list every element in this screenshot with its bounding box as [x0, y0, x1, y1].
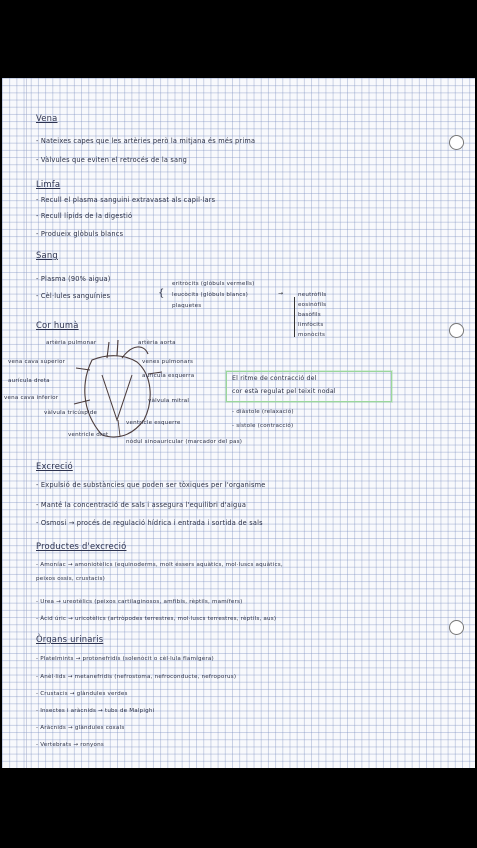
organs-line-2: - Anèl·lids → metanefridis (nefrostoma, nefroconducte, nefroporus): [36, 674, 237, 680]
leucocit-2: eosinòfils: [298, 302, 327, 308]
sang-plasma: - Plasma (90% aigua): [36, 275, 111, 283]
limfa-line-2: - Recull lípids de la digestió: [36, 212, 133, 220]
organs-line-6: - Vertebrats → ronyons: [36, 742, 104, 748]
organs-line-4: - Insectes i aràcnids → tubs de Malpighi: [36, 708, 155, 714]
brace: {: [158, 288, 165, 299]
sang-cell-1: eritròcits (glòbuls vermells): [172, 281, 255, 287]
box-line-1: El ritme de contracció del: [232, 375, 317, 382]
productes-line-1: - Amoníac → amoniotèlics (equinoderms, molt éssers aquàtics, mol·luscs aquàtics,: [36, 562, 283, 568]
excrecio-line-2: - Manté la concentració de sals i assegura l'equilibri d'aigua: [36, 501, 247, 509]
sang-cells-label: - Cèl·lules sanguínies: [36, 292, 111, 300]
heading-productes: Productes d'excreció: [36, 541, 127, 551]
sistole-line: - sístole (contracció): [232, 423, 294, 429]
arrow-icon: →: [278, 290, 284, 297]
label-arteria-pulmonar: artèria pulmonar: [46, 340, 97, 346]
label-nodul: nòdul sinoauricular (marcador del pas): [126, 439, 243, 445]
leucocit-5: monòcits: [298, 332, 326, 338]
punch-hole-bottom: [449, 620, 464, 635]
label-ventricle-dret: ventricle dret: [68, 432, 109, 438]
box-line-2: cor està regulat pel teixit nodal: [232, 388, 336, 395]
label-ventricle-esquerre: ventricle esquerre: [126, 420, 181, 426]
heading-sang: Sang: [36, 250, 58, 260]
notebook-page: [2, 78, 475, 768]
sang-cell-3: plaquetes: [172, 303, 202, 309]
heading-limfa: Limfa: [36, 179, 61, 189]
label-vena-cava-superior: vena cava superior: [8, 359, 66, 365]
vena-line-2: - Vàlvules que eviten el retrocés de la sang: [36, 156, 188, 164]
leucocit-4: limfòcits: [298, 322, 324, 328]
label-auricula-dreta: aurícula dreta: [8, 378, 50, 384]
heading-organs: Òrgans urinaris: [36, 634, 104, 644]
organs-line-5: - Aràcnids → glàndules coxals: [36, 725, 125, 731]
heading-excrecio: Excreció: [36, 461, 73, 471]
diastole-line: - diàstole (relaxació): [232, 409, 294, 415]
label-valvula-tricuspide: vàlvula tricúspide: [44, 410, 98, 416]
punch-hole-middle: [449, 323, 464, 338]
excrecio-line-3: - Osmosi → procés de regulació hídrica i entrada i sortida de sals: [36, 519, 263, 527]
label-venes-pulmonars: venes pulmonars: [142, 359, 194, 365]
productes-line-2: peixos ossis, crustacis): [36, 576, 106, 582]
limfa-line-3: - Produeix glòbuls blancs: [36, 230, 124, 238]
productes-line-4: - Àcid úric → uricotèlics (artròpodes terrestres, mol·luscs terrestres, rèptils, aus): [36, 616, 277, 622]
label-vena-cava-inferior: vena cava inferior: [4, 395, 59, 401]
heading-vena: Vena: [36, 113, 58, 123]
margin-line: [26, 78, 27, 768]
excrecio-line-1: - Expulsió de substàncies que poden ser tòxiques per l'organisme: [36, 481, 266, 489]
organs-line-1: - Platelmints → protonefridis (solenòcit o cèl·lula flamígera): [36, 656, 214, 662]
sang-cell-2: leucòcits (glòbuls blancs): [172, 292, 249, 298]
bracket-line: [294, 297, 295, 337]
punch-hole-top: [449, 135, 464, 150]
leucocit-1: neutròfils: [298, 292, 327, 298]
productes-line-3: - Urea → ureotèlics (peixos cartilaginosos, amfibis, rèptils, mamífers): [36, 599, 243, 605]
limfa-line-1: - Recull el plasma sanguini extravasat als capil·lars: [36, 196, 216, 204]
label-valvula-mitral: vàlvula mitral: [148, 398, 190, 404]
organs-line-3: - Crustacis → glàndules verdes: [36, 691, 128, 697]
label-auricula-esquerra: aurícula esquerra: [142, 373, 195, 379]
heart-diagram: [62, 340, 172, 445]
leucocit-3: basòfils: [298, 312, 321, 318]
vena-line-1: - Nateixes capes que les artèries però la mitjana és més prima: [36, 137, 256, 145]
heading-cor: Cor humà: [36, 320, 79, 330]
label-arteria-aorta: artèria aorta: [138, 340, 176, 346]
